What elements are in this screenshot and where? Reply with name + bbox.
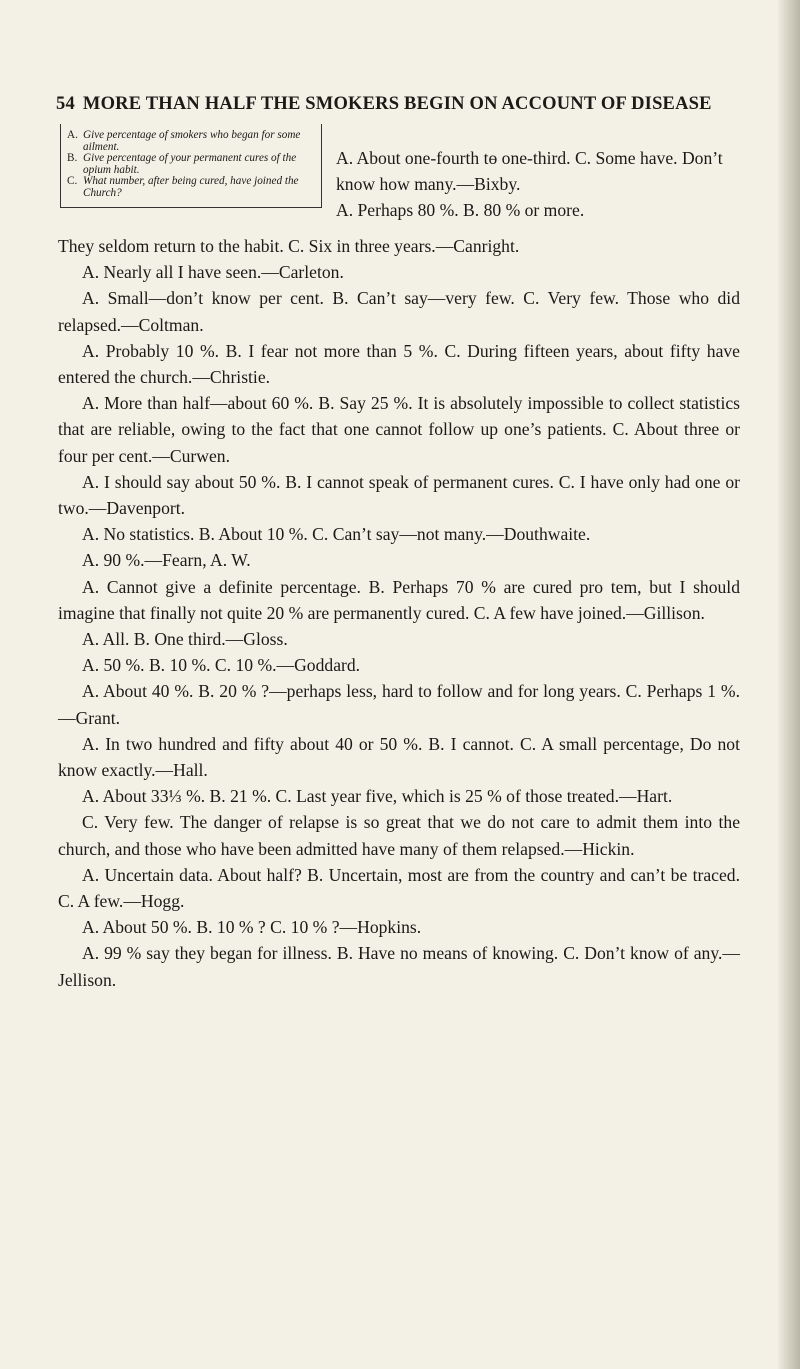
response-bixby: A. About one-fourth tɵ one-third. C. Some have. Don’t know how many.—Bixby. [336, 148, 723, 195]
response-coltman: A. Small—don’t know per cent. B. Can’t say—very few. C. Very few. Those who did relapsed.—Coltman. [58, 288, 740, 335]
response-fearn: A. 90 %.—Fearn, A. W. [82, 550, 251, 571]
response-hogg: A. Uncertain data. About half? B. Uncertain, most are from the country and can’t be traced. C. A few.—Hogg. [58, 864, 740, 912]
question-text: Give percentage of your permanent cures of the opium habit. [83, 152, 297, 176]
response-hart: A. About 33⅓ %. B. 21 %. C. Last year five, which is 25 % of those treated.—Hart. [82, 786, 673, 807]
response-hopkins: A. About 50 %. B. 10 % ? C. 10 % ?—Hopkins. [82, 917, 422, 938]
page-number: 54 [56, 94, 75, 114]
response-gillison: A. Cannot give a definite percentage. B. Perhaps 70 % are cured pro tem, but I should imagine that finally not quite 20 % are permanently cured. C. A few have joined.—Gillison. [58, 576, 740, 623]
response-davenport: A. I should say about 50 %. B. I cannot speak of permanent cures. C. I have only had one or two.—Davenport. [58, 471, 740, 519]
question-a [67, 130, 321, 153]
questions-box [60, 124, 322, 208]
responses-list [58, 233, 740, 993]
bixby-response-column [336, 145, 738, 224]
question-letter: A. [67, 129, 78, 141]
page-edge-shadow [778, 0, 800, 1369]
running-header [56, 94, 756, 115]
response-continued: A. Perhaps 80 %. B. 80 % or more. [336, 200, 585, 221]
question-letter: C. [67, 175, 78, 188]
response-douthwaite: A. No statistics. B. About 10 %. C. Can’t say—not many.—Douthwaite. [82, 524, 591, 545]
running-title: MORE THAN HALF THE SMOKERS BEGIN ON ACCOUNT OF DISEASE [82, 94, 712, 114]
response-jellison: A. 99 % say they began for illness. B. Have no means of knowing. C. Don’t know of any.—Jellison. [58, 943, 740, 990]
response-canright: They seldom return to the habit. C. Six in three years.—Canright. [58, 236, 520, 256]
response-gloss: A. All. B. One third.—Gloss. [82, 629, 288, 650]
response-carleton: A. Nearly all I have seen.—Carleton. [82, 262, 344, 283]
question-text: What number, after being cured, have joined the Church? [83, 175, 299, 199]
response-christie: A. Probably 10 %. B. I fear not more than 5 %. C. During fifteen years, about fifty have entered the church.—Christie. [58, 340, 740, 388]
response-hall: A. In two hundred and fifty about 40 or 50 %. B. I cannot. C. A small percentage, Do not know exactly.—Hall. [58, 733, 740, 781]
question-letter: B. [67, 152, 78, 165]
question-text: Give percentage of smokers who began for some ailment. [83, 129, 301, 153]
response-curwen: A. More than half—about 60 %. B. Say 25 %. It is absolutely impossible to collect statistics that are reliable, owing to the fact that one cannot follow up one’s patients. C. About three or four per cent.—Curwen. [58, 393, 740, 466]
response-hickin: C. Very few. The danger of relapse is so great that we do not care to admit them into the church, and those who have been admitted have many of them relapsed.—Hickin. [58, 812, 740, 859]
question-b [67, 153, 321, 176]
question-c [67, 176, 321, 199]
response-goddard: A. 50 %. B. 10 %. C. 10 %.—Goddard. [82, 655, 361, 676]
response-grant: A. About 40 %. B. 20 % ?—perhaps less, hard to follow and for long years. C. Perhaps 1 %.—Grant. [58, 681, 740, 728]
